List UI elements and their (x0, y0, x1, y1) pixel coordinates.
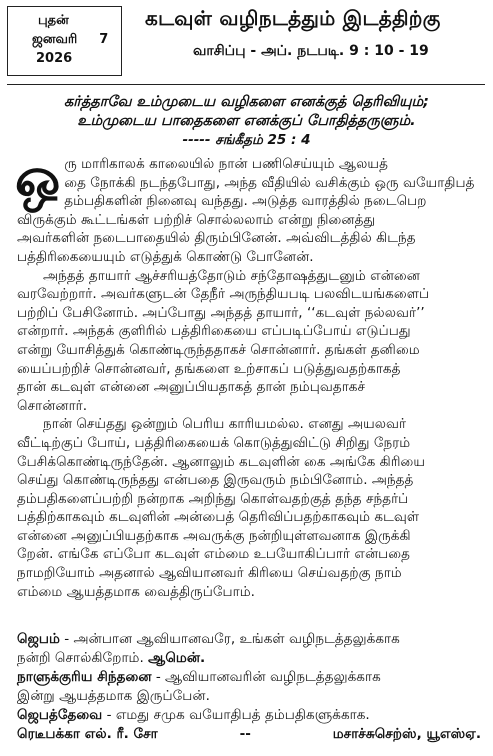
text-line: பேசிக்கொண்டிருந்தேன். ஆனாலும் கடவுளின் கை அங்கே கிரியை (17, 453, 426, 470)
date-month: ஜனவரி (32, 32, 78, 47)
text-line: எம்மை ஆயத்தமாக வைத்திருப்போம். (17, 583, 255, 600)
footer-section (17, 630, 481, 744)
text-line: அவர்களின் நடைபாதையில் திரும்பினேன். அவ்விடத்தில் கிடந்த (17, 230, 416, 247)
need-line (17, 706, 481, 725)
reading-reference: வாசிப்பு - அப். நடபடி. 9 : 10 - 19 (193, 43, 429, 59)
text-line: நான் செய்தது ஒன்றும் பெரிய காரியமல்ல. எனது அயலவர் (43, 416, 407, 433)
prayer-text: - அன்பான ஆவியானவரே, உங்கள் வழிநடத்தலுக்காக (59, 631, 400, 647)
author-dash: -- (239, 726, 251, 742)
date-day: புதன் (38, 13, 69, 28)
text-line: என்னை அனுப்பியதற்காக அவருக்கு நன்றியுள்ளவனாக இருக்கி (17, 527, 411, 544)
verse-line-1: கர்த்தாவே உம்முடைய வழிகளை எனக்குத் தெரிவியும்; (64, 94, 429, 110)
date-month-row (8, 30, 121, 49)
text-line: ரு மாரிகாலக் காலையில் நான் பணிசெய்யும் ஆலயத் (64, 156, 388, 172)
text-line: அந்தத் தாயார் ஆச்சரியத்தோடும் சந்தோஷத்துடனும் என்னை (43, 267, 420, 284)
article-body (15, 145, 481, 601)
thought-line-2: இன்று ஆயத்தமாக இருப்பேன். (17, 688, 210, 704)
amen: ஆமென். (148, 650, 206, 666)
text-line: யைப்பற்றிச் சொன்னவர், தங்களை உற்சாகப் படுத்துவதற்காகத் (17, 360, 401, 377)
text-line: சொன்னார். (17, 397, 88, 414)
text-line: தம்பதிகளின் நினைவு வந்தது. அடுத்த வாரத்தில் நடைபெற (64, 193, 427, 210)
date-number: 7 (99, 32, 109, 47)
thought-line-1 (17, 668, 481, 687)
text-line: பத்திரிகையையும் எடுத்துக் கொண்டு போனேன். (17, 248, 314, 265)
text-line: நாமறியோம் அதனால் ஆவியானவர் கிரியை செய்வதற்கு நாம் (17, 565, 402, 582)
text-line: என்றார். அந்தக் குளிரில் பத்திரிகையை எப்படிப்போய் எடுப்பது (17, 323, 411, 340)
thought-label: நாளுக்குரிய சிந்தனை (17, 669, 152, 685)
text-line: தை நோக்கி நடந்தபோது, அந்த வீதியில் வசிக்கும் ஒரு வயோதிபத் (64, 174, 475, 191)
author-name: ரெடீபக்கா எல். ரீ. சோ (17, 726, 158, 742)
prayer-text-2: நன்றி சொல்கிறோம். (17, 650, 149, 666)
need-label: ஜெபத்தேவை (17, 707, 103, 723)
text-line: என்று யோசித்துக் கொண்டிருந்ததாகச் சொன்னார். தங்கள் தனிமை (17, 341, 420, 358)
prayer-line-1 (17, 630, 481, 649)
text-line: செய்து கொண்டிருந்தது என்பதை இருவரும் நம்பினோம். அந்தத் (17, 472, 414, 489)
text-line: தம்பதிகளைப்பற்றி நன்றாக அறிந்து கொள்வதற்குத் தந்த சந்தர்ப் (17, 490, 409, 507)
key-verse (0, 93, 493, 150)
author-signature (17, 725, 481, 744)
verse-reference: ----- சங்கீதம் 25 : 4 (182, 132, 311, 148)
text-line: வரவேற்றார். அவர்களுடன் தேநீர் அருந்தியபடி பலவிடயங்களைப் (17, 286, 430, 303)
date-box (7, 6, 122, 76)
text-line: பத்திற்காகவும் கடவுளின் அன்பைத் தெரிவிப்பதற்காகவும் கடவுள் (17, 509, 420, 526)
verse-line-2: உம்முடைய பாதைகளை எனக்குப் போதித்தருளும். (77, 113, 416, 129)
need-text: - எமது சமுக வயோதிபத் தம்பதிகளுக்காக. (102, 707, 370, 723)
prayer-label: ஜெபம் (17, 631, 60, 647)
text-line: தான் கடவுள் என்னை அனுப்பியதாகத் தான் நம்புவதாகச் (17, 379, 366, 396)
text-line: வீட்டிற்குப் போய், பத்திரிகையைக் கொடுத்துவிட்டு சிறிது நேரம் (17, 434, 411, 451)
prayer-line-2 (17, 649, 481, 668)
text-line: பற்றிப் பேசினோம். அப்போது அந்தத் தாயார், ‘‘கடவுள் நல்லவர்’’ (17, 304, 425, 321)
thought-text: - ஆவியானவரின் வழிநடத்தலுக்காக (151, 669, 381, 685)
date-year: 2026 (36, 51, 73, 66)
header-divider (7, 84, 485, 85)
author-place: மசாச்சுசெற்ஸ், யூஎஸ்ஏ. (332, 726, 481, 742)
paragraph-2 (17, 267, 481, 416)
text-line: விருக்கும் கூட்டங்கள் பற்றிச் சொல்லலாம் என்று நினைத்து (17, 211, 376, 228)
page-title: கடவுள் வழிநடத்தும் இடத்திற்கு (145, 6, 441, 30)
paragraph-3 (17, 415, 481, 601)
paragraph-1 (15, 145, 481, 267)
text-line: றேன். எங்கே எப்போ கடவுள் எம்மை உபயோகிப்பார் என்பதை (17, 546, 410, 563)
drop-cap: ஒ (15, 145, 61, 209)
